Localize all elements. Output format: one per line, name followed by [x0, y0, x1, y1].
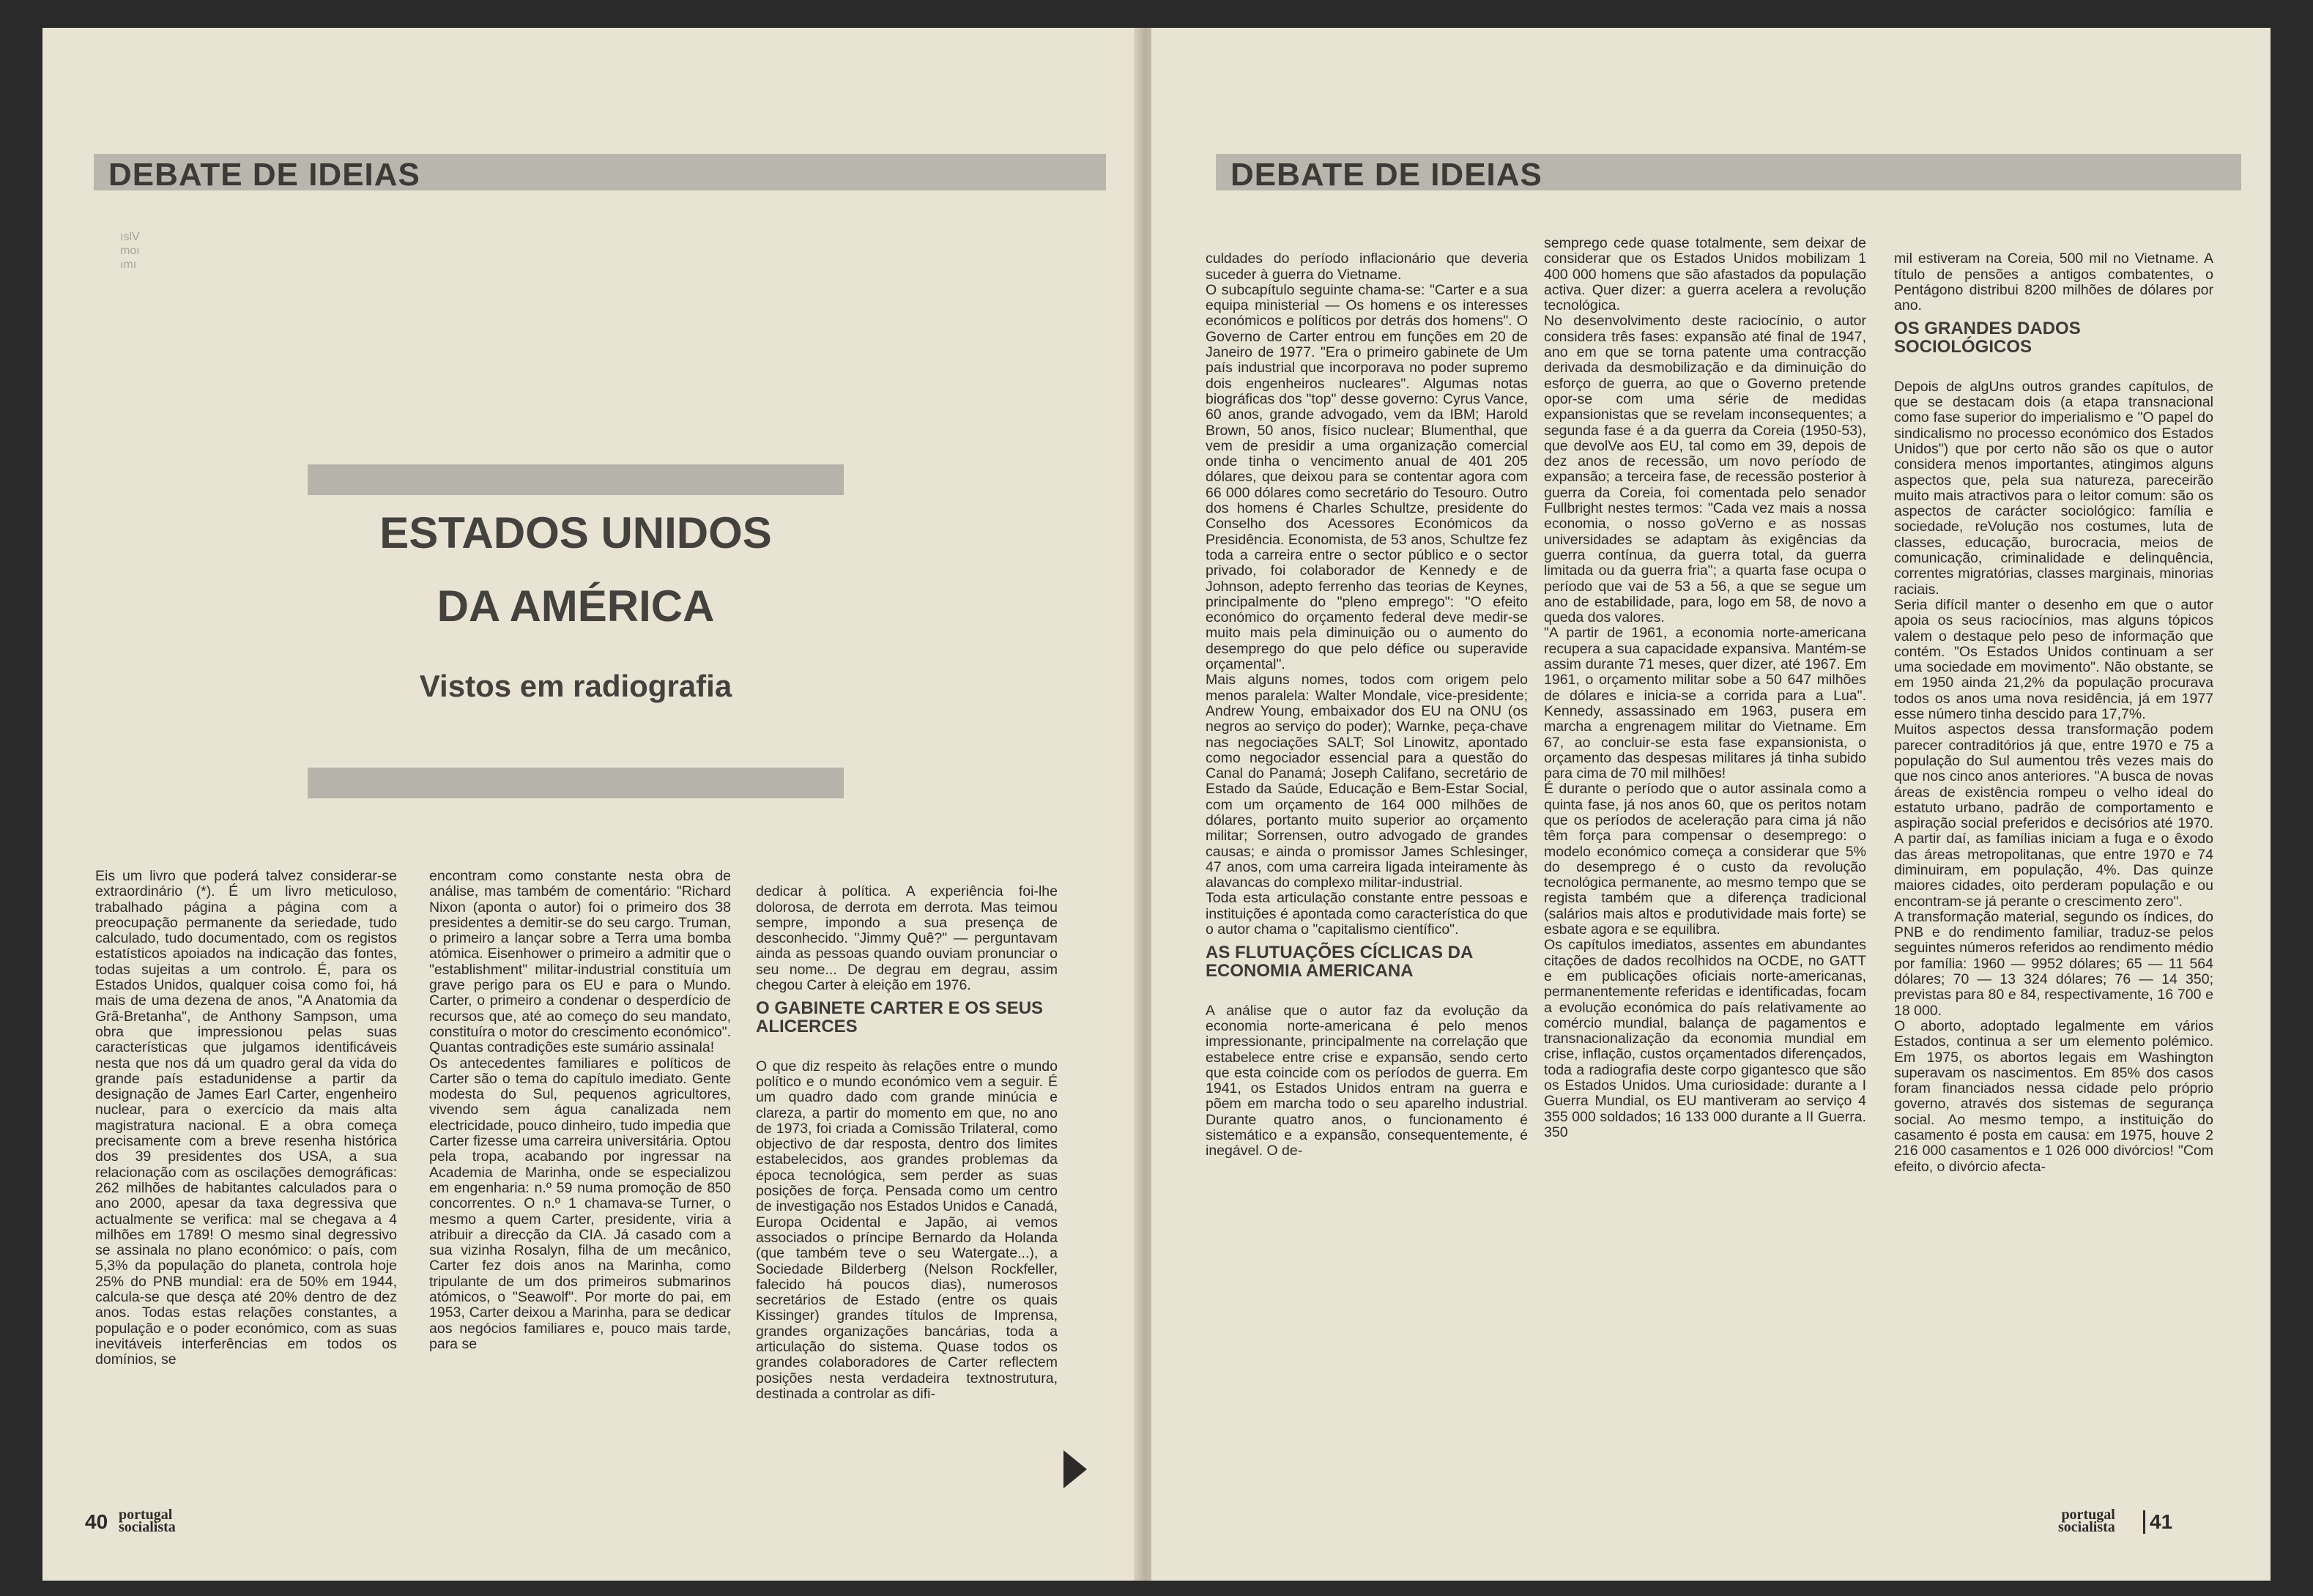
left-column-3: [756, 869, 1058, 1402]
right-column-1-text-bottom: A análise que o autor faz da evolução da economia norte-americana é pelo menos impressionante, principalmente na correlação que estabelece entre crise e expansão, sendo certo que esta coincide com os períodos de guerra. Em 1941, os Estados Unidos entram na guerra e põem em marcha todo o seu aparelho industrial. Durante quatro anos, o funcionamento é sistemático e a expansão, consequentemente, é inegável. O de-: [1206, 1002, 1528, 1159]
right-column-3-text-bottom: Depois de algUns outros grandes capítulos, de que se destacam dois (a etapa transnacional como fase superior do imperialismo e "O papel do sindicalismo no processo económico dos Estados Unidos") que por certo não são os que o autor considera menos importantes, atingimos alguns aspectos que, pela sua natureza, pareceirão muito mais atractivos para o leitor comum: são os aspectos de carácter sociológico: família e sociedade, reVolução nos costumes, luta de classes, educação, burocracia, meios de comunicação, criminalidade e delinquência, correntes migratórias, classes marginais, minorias raciais. Seria difícil manter o desenho em que o autor apoia os seus raciocínios, mas alguns tópicos valem o destaque pelo peso de informação que contém. "Os Estados Unidos continuam a ser uma sociedade em movimento". Não obstante, se em 1950 ainda 21,2% da população procurava todos os anos uma nova residência, já em 1977 esse número tinha descido para 17,7%. Muitos aspectos dessa transformação podem parecer contraditórios já que, entre 1970 e 75 a população do Sul aumentou três vezes mais do que nos cinco anos anteriores. "A busca de novas áreas de existência rompeu o velho ideal do estatuto urbano, padrão de comportamento e aspiração social preferidos e decisórios até 1970. A partir daí, as famílias iniciam a fuga e o êxodo das áreas metropolitanas, que entre 1970 e 74 diminuiram, em população, 4%. Das quinze maiores cidades, oito perderam população e ou encontram-se já perante o crescimento zero". A transformação material, segundo os índices, do PNB e do rendimento familiar, traduz-se pelos seguintes números referidos ao rendimento médio por família: 1960 — 9952 dólares; 65 — 11 564 dólares; 70 — 13 324 dólares; 76 — 14 350; previstas para 80 e 84, respectivamente, 16 700 e 18 000. O aborto, adoptado legalmente em vários Estados, continua a ser um elemento polémico. Em 1975, os abortos legais em Washington superavam os nascimentos. Em 85% dos casos foram financiados nessa cidade pelo próprio governo, através dos sistemas de segurança social. Ao mesmo tempo, a instituição do casamento é posta em causa: em 1975, houve 2 216 000 casamentos e 1 026 000 divórcios! "Com efeito, o divórcio afecta-: [1894, 378, 2213, 1175]
section-banner: [94, 154, 1106, 193]
continue-arrow-icon: [1063, 1450, 1087, 1488]
page-number-right: 41: [2143, 1510, 2172, 1534]
right-column-3-text-top: mil estiveram na Coreia, 500 mil no Vietname. A título de pensões a antigos combatentes, o Pentágono distribui 8200 milhões de dólares por ano.: [1894, 250, 2213, 314]
brand-logo-left: portugal socialista: [119, 1507, 176, 1535]
section-banner-label: DEBATE DE IDEIAS: [1230, 157, 1542, 193]
right-column-1-text-top: culdades do período inflacionário que deveria suceder à guerra do Vietname. O subcapítulo seguinte chama-se: "Carter e a sua equipa ministerial — Os homens e os interesses económicos e políticos por detrás dos homens". O Governo de Carter entrou em funções em 20 de Janeiro de 1977. "Era o primeiro gabinete de Um país industrial que incorporava no poder supremo dois engenheiros nucleares". Algumas notas biográficas dos "top" desse governo: Cyrus Vance, 60 anos, grande advogado, vem da IBM; Harold Brown, 50 anos, físico nuclear; Blumenthal, que vem de presidir a uma organização comercial onde tinha o vencimento anual de 401 205 dólares, que deixou para se contentar agora com 66 000 dólares como secretário do Tesouro. Outro dos homens é Charles Schultze, presidente do Conselho dos Acessores Económicos da Presidência. Economista, de 53 anos, Schultze fez toda a carreira entre o sector público e o sector privado, foi colaborador de Kennedy e de Johnson, adepto ferrenho das teorias de Keynes, principalmente do "pleno emprego": "O efeito económico do orçamento federal deve medir-se muito mais pela diminuição ou o aumento do desemprego do que pelo défice ou superavide orçamental". Mais alguns nomes, todos com origem pelo menos paralela: Walter Mondale, vice-presidente; Andrew Young, embaixador dos EU na ONU (os negros ao serviço do poder); Warnke, peça-chave nas negociações SALT; Sol Linowitz, apontado como negociador essencial para a questão do Canal do Panamá; Joseph Califano, secretário de Estado da Saúde, Educação e Bem-Estar Social, com um orçamento de 164 000 milhões de dólares, portanto muito superior ao orçamento militar; Sorrensen, outro advogado de grandes causas; e ainda o promissor James Schlesinger, 47 anos, com uma carreira ligada inteiramente às alavancas do complexo militar-industrial. Toda esta articulação constante entre pessoas e instituições é apontada como característica do que o autor chama o "capitalismo científico".: [1206, 250, 1528, 938]
title-rule-bottom: [308, 768, 844, 798]
right-column-3: [1894, 236, 2213, 1175]
left-page: [42, 28, 1141, 1581]
article-title-block: [308, 508, 844, 757]
subheading-gabinete-carter: O GABINETE CARTER E OS SEUS ALICERCES: [756, 998, 1044, 1037]
right-page: [1151, 28, 2271, 1581]
article-title-line2: DA AMÉRICA: [437, 582, 715, 631]
bleed-through-marks: ıslV moı ımı: [120, 231, 140, 271]
article-subtitle: Vistos em radiografia: [419, 669, 732, 703]
page-number-left: 40: [85, 1510, 108, 1533]
section-banner: [1216, 154, 2241, 193]
article-title-line1: ESTADOS UNIDOS: [379, 508, 772, 557]
left-column-1: Eis um livro que poderá talvez considerar-se extraordinário (*). É um livro meticuloso, trabalhado página a página com a preocupação permanente da seriedade, tudo calculado, tudo documentado, com os registos estatísticos apoiados na indicação das fontes, todas sujeitas a um controlo. É, para os Estados Unidos, qualquer coisa como foi, há mais de uma dezena de anos, "A Anatomia da Grã-Bretanha", de Anthony Sampson, uma obra que impressionou pelas suas características que julgamos identificáveis nesta que nos dá um quadro geral da vida do grande país estadunidense a partir da designação de James Earl Carter, engenheiro nuclear, para o exercício da mais alta magistratura nacional. E a obra começa precisamente com a breve resenha histórica dos 39 presidentes dos USA, a sua relacionação com as oscilações demográficas: 262 milhões de habitantes calculados para o ano 2000, apesar da taxa degressiva que actualmente se verifica: mal se chegava a 4 milhões em 1789! O mesmo sinal degressivo se assinala no plano económico: o país, com 5,3% da população do planeta, controla hoje 25% do PNB mundial: era de 50% em 1944, calcula-se que desça até 20% dentro de dez anos. Todas estas relações constantes, a população e o poder económico, com as suas inevitáveis interferências em todos os domínios, se: [95, 868, 397, 1368]
left-column-3-text-bottom: O que diz respeito às relações entre o mundo político e o mundo económico vem a seguir. É um quadro dado com grande minúcia e clareza, a partir do momento em que, no ano de 1973, foi criada a Comissão Trilateral, como objectivo de dar resposta, dentro dos limites estabelecidos, aos grandes problemas da época tecnológica, sem perder as suas posições de força. Pensada como um centro de investigação nos Estados Unidos e Canadá, Europa Ocidental e Japão, ai vemos associados o príncipe Bernardo da Holanda (que também teve o seu Watergate...), a Sociedade Bilderberg (Nelson Rockfeller, falecido há poucos dias), numerosos secretários de Estado (entre os quais Kissinger) grandes títulos de Imprensa, grandes organizações bancárias, toda a articulação do sistema. Quase todos os grandes colaboradores de Carter reflectem posições nesta verdadeira textnostrutura, destinada a controlar as difi-: [756, 1058, 1058, 1402]
section-banner-label: DEBATE DE IDEIAS: [108, 157, 420, 193]
subheading-dados-sociologicos: OS GRANDES DADOS SOCIOLÓGICOS: [1894, 319, 2081, 357]
subheading-flutuacoes: AS FLUTUAÇÕES CÍCLICAS DA ECONOMIA AMERICANA: [1206, 943, 1473, 981]
title-rule-top: [308, 464, 844, 495]
left-column-2: encontram como constante nesta obra de análise, mas também de comentário: "Richard Nixon (aponta o autor) foi o primeiro dos 38 presidentes a demitir-se do seu cargo. Truman, o primeiro a lançar sobre a Terra uma bomba atómica. Eisenhower o primeiro a admitir que o "establishment" militar-industrial constituía um grave perigo para os EU e para o Mundo. Carter, o primeiro a condenar o desperdício de recursos que, até ao começo do seu mandato, constituíra o motor do crescimento económico". Quantas contradições este sumário assinala! Os antecedentes familiares e políticos de Carter são o tema do capítulo imediato. Gente modesta do Sul, pequenos agricultores, vivendo sem água canalizada nem electricidade, pouco dinheiro, tudo impedia que Carter fizesse uma carreira universitária. Optou pela tropa, acabando por ingressar na Academia de Marinha, onde se especializou em engenharia: n.º 59 numa promoção de 850 concorrentes. O n.º 1 chamava-se Turner, o mesmo a quem Carter, presidente, viria a atribuir a direcção da CIA. Já casado com a sua vizinha Rosalyn, filha de um mecânico, Carter fez dois anos na Marinha, como tripulante de um dos primeiros submarinos atómicos, o "Seawolf". Por morte do pai, em 1953, Carter deixou a Marinha, para se dedicar aos negócios familiares e, pouco mais tarde, para se: [429, 868, 731, 1352]
left-column-3-text-top: dedicar à política. A experiência foi-lhe dolorosa, de derrota em derrota. Mas teimou sempre, impondo a sua presença de desconhecido. "Jimmy Quê?" — perguntavam ainda as pessoas quando ouviam pronunciar o seu nome... De degrau em degrau, assim chegou Carter à eleição em 1976.: [756, 883, 1058, 994]
brand-logo-right: portugal socialista: [2058, 1507, 2115, 1535]
right-column-2: semprego cede quase totalmente, sem deixar de considerar que os Estados Unidos mobilizam 1 400 000 homens que são afastados da população activa. Quer dizer: a guerra acelera a revolução tecnológica. No desenvolvimento deste raciocínio, o autor considera três fases: expansão até final de 1947, ano em que se torna patente uma contracção derivada da desmobilização e da diminuição do esforço de guerra, ao que o Governo pretende opor-se com uma série de medidas expansionistas que se revelam inconsequentes; a segunda fase é a da guerra da Coreia (1950-53), que devolVe aos EU, tal como em 39, depois de dez anos de recessão, um novo período de expansão; a terceira fase, de recessão posterior à guerra da Coreia, foi comentada pelo senador Fullbright nestes termos: "Cada vez mais a nossa economia, o nosso goVerno e as nossas universidades se adaptam às exigências da guerra contínua, da guerra total, da guerra limitada ou da guerra fria"; a quarta fase ocupa o período que vai de 53 a 56, a que se segue um ano de estabilidade, para, logo em 58, de novo a queda dos valores. "A partir de 1961, a economia norte-americana recupera a sua capacidade expansiva. Mantém-se assim durante 71 meses, quer dizer, até 1967. Em 1961, o orçamento militar sobe a 50 647 milhões de dólares e inicia-se a corrida para a Lua". Kennedy, assassinado em 1963, pusera em marcha a engrenagem militar do Vietname. Em 67, ao concluir-se esta fase expansionista, o orçamento das despesas militares já tinha subido para cima de 70 mil milhões! É durante o período que o autor assinala como a quinta fase, já nos anos 60, que os peritos notam que os períodos de aceleração para cima já não têm força para compensar o desemprego: o modelo económico começa a considerar que 5% do desemprego é o custo da revolução tecnológica permanente, ao mesmo tempo que se regista também que a diferença tradicional (salários mais altos e produtividade mais forte) se esbate agora e se equilibra. Os capítulos imediatos, assentes em abundantes citações de dados recolhidos na OCDE, no GATT e em publicações oficiais norte-americanas, permanentemente referidas e identificadas, focam a evolução económica do país relativamente ao comércio mundial, balança de pagamentos e transnacionalização da economia mundial em crise, inflação, custos orçamentados diferençados, toda a radiografia deste corpo gigantesco que são os Estados Unidos. Uma curiosidade: durante a I Guerra Mundial, os EU mantiveram ao serviço 4 355 000 soldados; 16 133 000 durante a II Guerra. 350: [1544, 235, 1866, 1140]
right-column-1: [1206, 236, 1528, 1159]
